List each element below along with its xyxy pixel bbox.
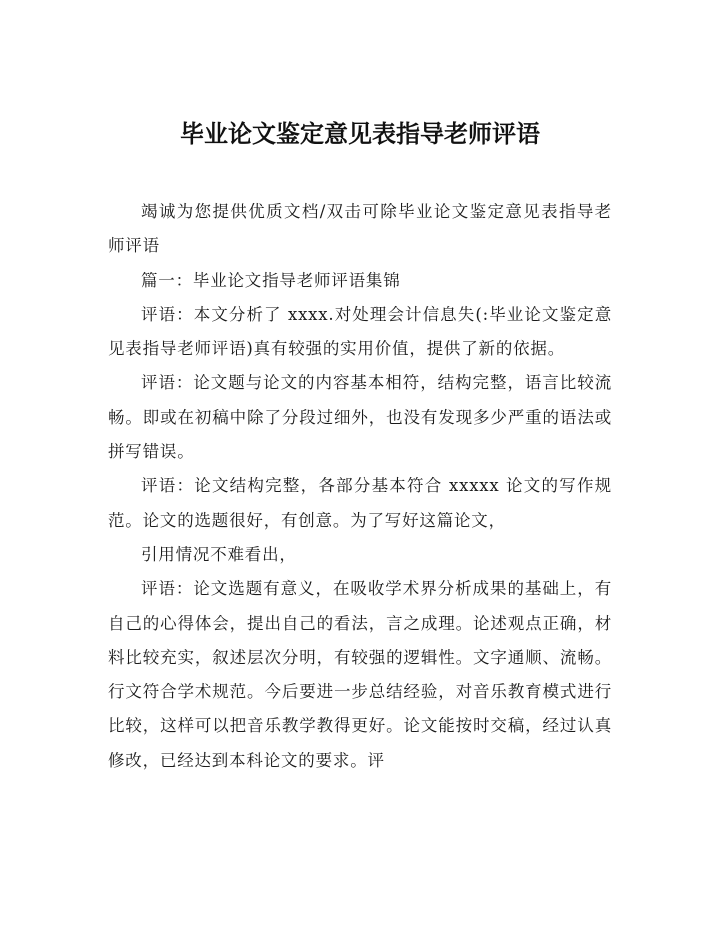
paragraph-comment-4: 评语：论文选题有意义，在吸收学术界分析成果的基础上，有自己的心得体会，提出自己的看法，言之成理。论述观点正确，材料比较充实，叙述层次分明，有较强的逻辑性。文字通顺、流畅。行文符合学术规范。今后要进一步总结经验，对音乐教育模式进行比较，这样可以把音乐教学教得更好。论文能按时交稿，经过认真修改，已经达到本科论文的要求。评 (108, 579, 612, 770)
paragraph-comment-2: 评语：论文题与论文的内容基本相符，结构完整，语言比较流畅。即或在初稿中除了分段过细外，也没有发现多少严重的语法或拼写错误。 (108, 373, 612, 462)
document-title: 毕业论文鉴定意见表指导老师评语 (180, 120, 540, 148)
document-body (108, 195, 612, 778)
paragraph-heading-part-one: 篇一：毕业论文指导老师评语集锦 (141, 270, 401, 290)
paragraph-comment-1: 评语：本文分析了 xxxx.对处理会计信息失(:毕业论文鉴定意见表指导老师评语)真有较强的实用价值，提供了新的依据。 (108, 304, 612, 359)
paragraph-intro: 竭诚为您提供优质文档/双击可除毕业论文鉴定意见表指导老师评语 (108, 202, 612, 256)
paragraph-comment-3: 评语：论文结构完整，各部分基本符合 xxxxx 论文的写作规范。论文的选题很好，有创意。为了写好这篇论文， (108, 476, 612, 530)
paragraph-citation-note: 引用情况不难看出， (141, 544, 297, 564)
